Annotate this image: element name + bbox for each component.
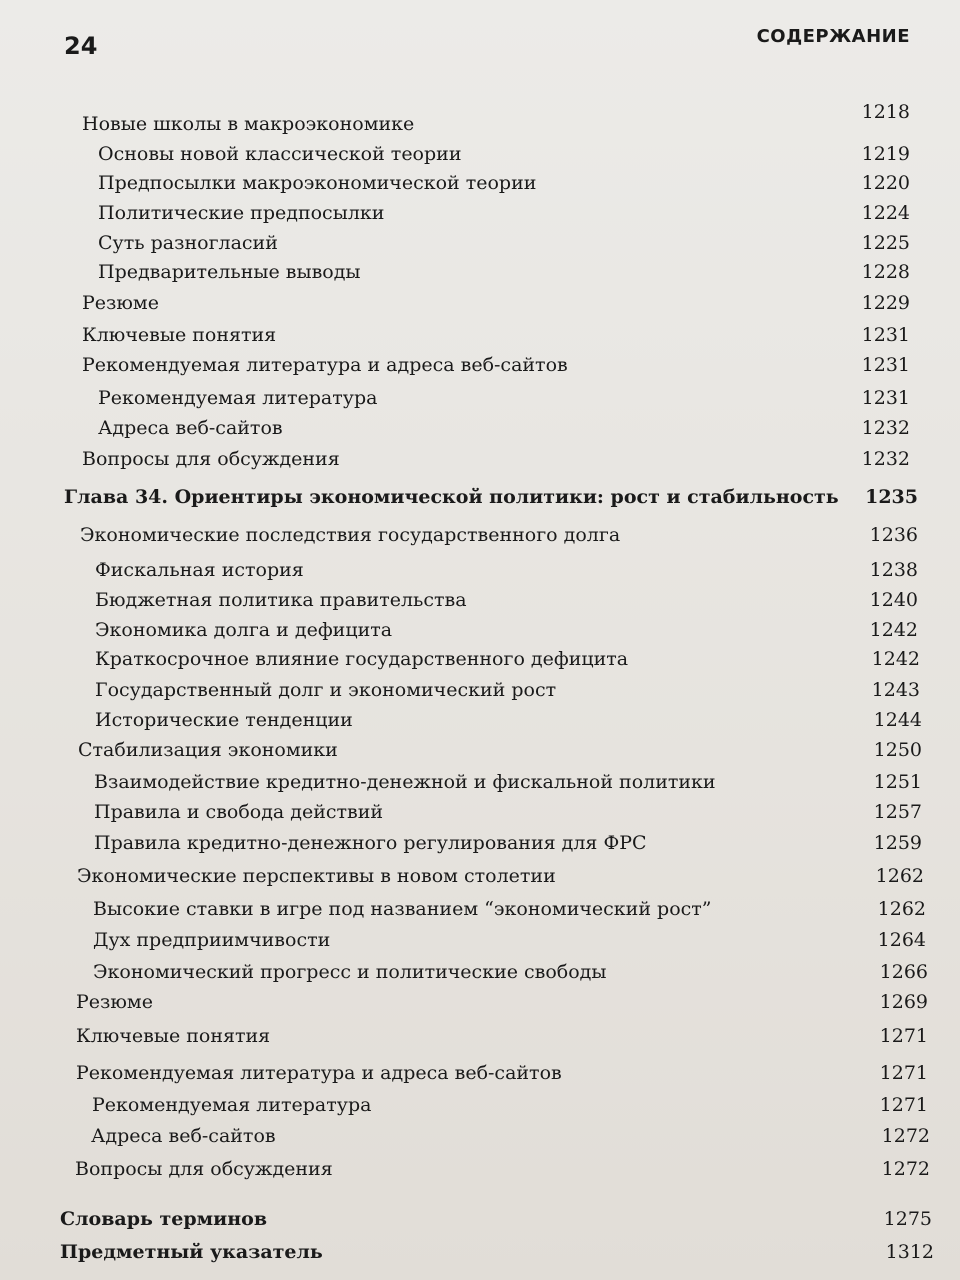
toc-entry-page-number: 1224 (861, 202, 910, 224)
toc-entry-page-number: 1262 (875, 865, 924, 887)
toc-entry (0, 618, 960, 648)
toc-entry (0, 990, 960, 1020)
toc-entry-page-number: 1231 (861, 324, 910, 346)
toc-entry-title: Предпосылки макроэкономической теории (98, 172, 537, 194)
toc-entry-title: Ключевые понятия (82, 324, 277, 346)
toc-entry-title: Краткосрочное влияние государственного дефицита (95, 648, 629, 670)
toc-entry (0, 416, 960, 446)
toc-entry-page-number: 1271 (879, 1062, 928, 1084)
toc-entry-page-number: 1218 (861, 101, 910, 123)
toc-entry-page-number: 1225 (861, 232, 910, 254)
toc-entry-title: Глава 34. Ориентиры экономической политики: рост и стабильность (64, 486, 839, 508)
toc-entry (0, 353, 960, 383)
toc-entry (0, 1061, 960, 1091)
toc-entry (0, 201, 960, 231)
toc-entry (0, 800, 960, 830)
toc-entry (0, 291, 960, 321)
toc-entry-page-number: 1244 (873, 709, 922, 731)
toc-entry-page-number: 1251 (873, 771, 922, 793)
toc-entry-page-number: 1262 (877, 898, 926, 920)
toc-entry-title: Экономические перспективы в новом столетии (77, 865, 556, 887)
toc-entry (0, 897, 960, 927)
toc-entry-title: Экономика долга и дефицита (95, 619, 393, 641)
toc-entry-title: Взаимодействие кредитно-денежной и фискальной политики (94, 771, 716, 793)
running-title: СОДЕРЖАНИЕ (756, 26, 910, 47)
toc-entry (0, 231, 960, 261)
toc-entry-page-number: 1272 (881, 1125, 930, 1147)
toc-entry (0, 770, 960, 800)
toc-entry-title: Адреса веб-сайтов (91, 1125, 276, 1147)
toc-entry-page-number: 1228 (861, 261, 910, 283)
toc-entry-title: Словарь терминов (60, 1208, 268, 1230)
toc-entry-title: Правила кредитно-денежного регулирования для ФРС (94, 832, 647, 854)
toc-entry-title: Резюме (76, 991, 153, 1013)
toc-entry-page-number: 1240 (869, 589, 918, 611)
toc-entry-page-number: 1232 (861, 448, 910, 470)
toc-entry-page-number: 1238 (869, 559, 918, 581)
toc-entry-page-number: 1220 (861, 172, 910, 194)
toc-entry-page-number: 1242 (871, 648, 920, 670)
toc-entry-title: Рекомендуемая литература (92, 1094, 372, 1116)
toc-entry (0, 708, 960, 738)
toc-entry (0, 1157, 960, 1187)
toc-entry-page-number: 1231 (861, 354, 910, 376)
toc-entry-title: Экономический прогресс и политические свободы (93, 961, 607, 983)
toc-entry-title: Предметный указатель (60, 1241, 323, 1263)
toc-entry (0, 928, 960, 958)
toc-entry (0, 558, 960, 588)
toc-entry (0, 323, 960, 353)
toc-entry-page-number: 1271 (879, 1025, 928, 1047)
toc-entry-title: Основы новой классической теории (98, 143, 462, 165)
toc-entry (0, 1124, 960, 1154)
toc-entry-page-number: 1275 (883, 1208, 932, 1230)
toc-entry-title: Вопросы для обсуждения (75, 1158, 333, 1180)
toc-entry-page-number: 1232 (861, 417, 910, 439)
toc-entry-title: Фискальная история (95, 559, 304, 581)
toc-entry (0, 447, 960, 477)
toc-entry-title: Рекомендуемая литература и адреса веб-сайтов (76, 1062, 562, 1084)
toc-entry-page-number: 1219 (861, 143, 910, 165)
toc-entry (0, 260, 960, 290)
toc-entry-title: Предварительные выводы (98, 261, 361, 283)
toc-entry-title: Исторические тенденции (95, 709, 353, 731)
toc-back-matter-entry (0, 1240, 960, 1270)
toc-entry-page-number: 1257 (873, 801, 922, 823)
toc-entry-page-number: 1243 (871, 679, 920, 701)
toc-entry-title: Резюме (82, 292, 159, 314)
toc-entry (0, 1093, 960, 1123)
toc-entry-title: Экономические последствия государственного долга (80, 524, 621, 546)
toc-entry (0, 647, 960, 677)
toc-entry (0, 112, 960, 142)
toc-entry-page-number: 1242 (869, 619, 918, 641)
toc-entry-page-number: 1272 (881, 1158, 930, 1180)
toc-entry-page-number: 1269 (879, 991, 928, 1013)
toc-entry (0, 864, 960, 894)
toc-entry-title: Адреса веб-сайтов (98, 417, 283, 439)
toc-entry-title: Правила и свобода действий (94, 801, 384, 823)
toc-entry-page-number: 1266 (879, 961, 928, 983)
toc-entry-title: Стабилизация экономики (78, 739, 338, 761)
toc-entry-page-number: 1312 (885, 1241, 934, 1263)
toc-chapter-entry (0, 485, 960, 515)
toc-entry-title: Суть разногласий (98, 232, 278, 254)
toc-entry-page-number: 1236 (869, 524, 918, 546)
toc-entry (0, 678, 960, 708)
toc-entry-title: Государственный долг и экономический рост (95, 679, 557, 701)
toc-entry (0, 588, 960, 618)
toc-entry-page-number: 1271 (879, 1094, 928, 1116)
toc-entry-title: Политические предпосылки (98, 202, 385, 224)
toc-entry-title: Дух предприимчивости (93, 929, 331, 951)
toc-entry-page-number: 1264 (877, 929, 926, 951)
toc-entry (0, 386, 960, 416)
toc-entry (0, 523, 960, 553)
toc-entry-page-number: 1250 (873, 739, 922, 761)
toc-entry (0, 831, 960, 861)
page-number: 24 (64, 32, 98, 60)
toc-entry (0, 960, 960, 990)
toc-entry-page-number: 1231 (861, 387, 910, 409)
toc-entry-title: Рекомендуемая литература (98, 387, 378, 409)
toc-entry (0, 1024, 960, 1054)
toc-entry-title: Бюджетная политика правительства (95, 589, 467, 611)
toc-entry-page-number: 1235 (865, 486, 918, 508)
toc-entry (0, 171, 960, 201)
toc-entry-title: Высокие ставки в игре под названием “экономический рост” (93, 898, 712, 920)
toc-entry (0, 738, 960, 768)
toc-entry-title: Рекомендуемая литература и адреса веб-сайтов (82, 354, 568, 376)
toc-back-matter-entry (0, 1207, 960, 1237)
toc-entry-title: Ключевые понятия (76, 1025, 271, 1047)
toc-entry (0, 142, 960, 172)
toc-entry-title: Новые школы в макроэкономике (82, 113, 415, 135)
toc-entry-title: Вопросы для обсуждения (82, 448, 340, 470)
toc-entry-page-number: 1229 (861, 292, 910, 314)
toc-entry-page-number: 1259 (873, 832, 922, 854)
